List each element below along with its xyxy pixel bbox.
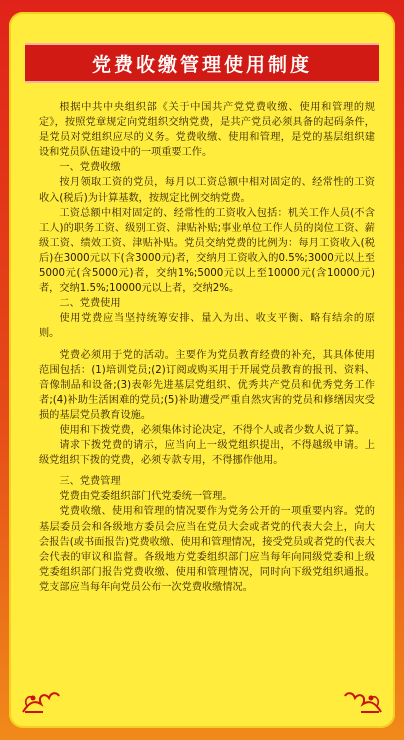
paragraph: 使用党费应当坚持统筹安排、量入为出、收支平衡、略有结余的原则。 xyxy=(39,313,375,340)
paragraph: 按月领取工资的党员，每月以工资总额中相对固定的、经常性的工资收入(税后)为计算基数，按规定比例交纳党费。 xyxy=(39,177,375,204)
notice-board xyxy=(9,12,395,728)
section-heading: 一、党费收缴 xyxy=(59,162,121,174)
flourish-left-icon xyxy=(21,688,61,714)
paragraph: 党费由党委组织部门代党委统一管理。 xyxy=(59,491,233,503)
page-title: 党费收缴管理使用制度 xyxy=(91,53,312,76)
paragraph: 使用和下拨党费，必须集体讨论决定，不得个人或者少数人说了算。 xyxy=(59,424,366,436)
regulation-text xyxy=(39,100,375,595)
flourish-right-icon xyxy=(343,688,383,714)
paragraph: 根据中共中央组织部《关于中国共产党党费收缴、使用和管理的规定》，按照党章规定向党组织交纳党费，是共产党员必须具备的起码条件，是党员对党组织应尽的义务。党费收缴、使用和管理，是党的基层组织建设和党员队伍建设中的一项重要工作。 xyxy=(39,102,375,159)
section-heading: 三、党费管理 xyxy=(59,476,121,488)
paragraph: 党费必须用于党的活动。主要作为党员教育经费的补充，其具体使用范围包括：(1)培训党员;(2)订阅或购买用于开展党员教育的报刊、资料、音像制品和设备;(3)表彰先进基层党组织、优秀共产党员和优秀党务工作者;(4)补助生活困难的党员;(5)补助遭受严重自然灾害的党员和修缮因灾受损的基层党员教育设施。 xyxy=(39,349,375,421)
paragraph: 党费收缴、使用和管理的情况要作为党务公开的一项重要内容。党的基层委员会和各级地方委员会应当在党员大会或者党的代表大会上，向大会报告(或书面报告)党费收缴、使用和管理情况，接受党员或者党的代表大会代表的审议和监督。各级地方党委组织部门应当每年向同级党委和上级党委组织部门报告党费收缴、使用和管理情况，同时向下级党组织通报。党支部应当每年向党员公布一次党费收缴情况。 xyxy=(39,506,375,593)
title-banner xyxy=(25,43,379,83)
paragraph: 请求下拨党费的请示，应当向上一级党组织提出，不得越级申请。上级党组织下拨的党费，必须专款专用，不得挪作他用。 xyxy=(39,440,375,467)
paragraph: 工资总额中相对固定的、经常性的工资收入包括：机关工作人员(不含工人)的职务工资、级别工资、津贴补贴;事业单位工作人员的岗位工资、薪级工资、绩效工资、津贴补贴。党员交纳党费的比例为：每月工资收入(税后)在3000元以下(含3000元)者，交纳月工资收入的0.5%;3000元以上至5000元(含5000元)者，交纳1%;5000元以上至10000元(含10000元)者，交纳1.5%;10000元以上者，交纳2%。 xyxy=(39,207,375,295)
section-heading: 二、党费使用 xyxy=(59,298,121,310)
